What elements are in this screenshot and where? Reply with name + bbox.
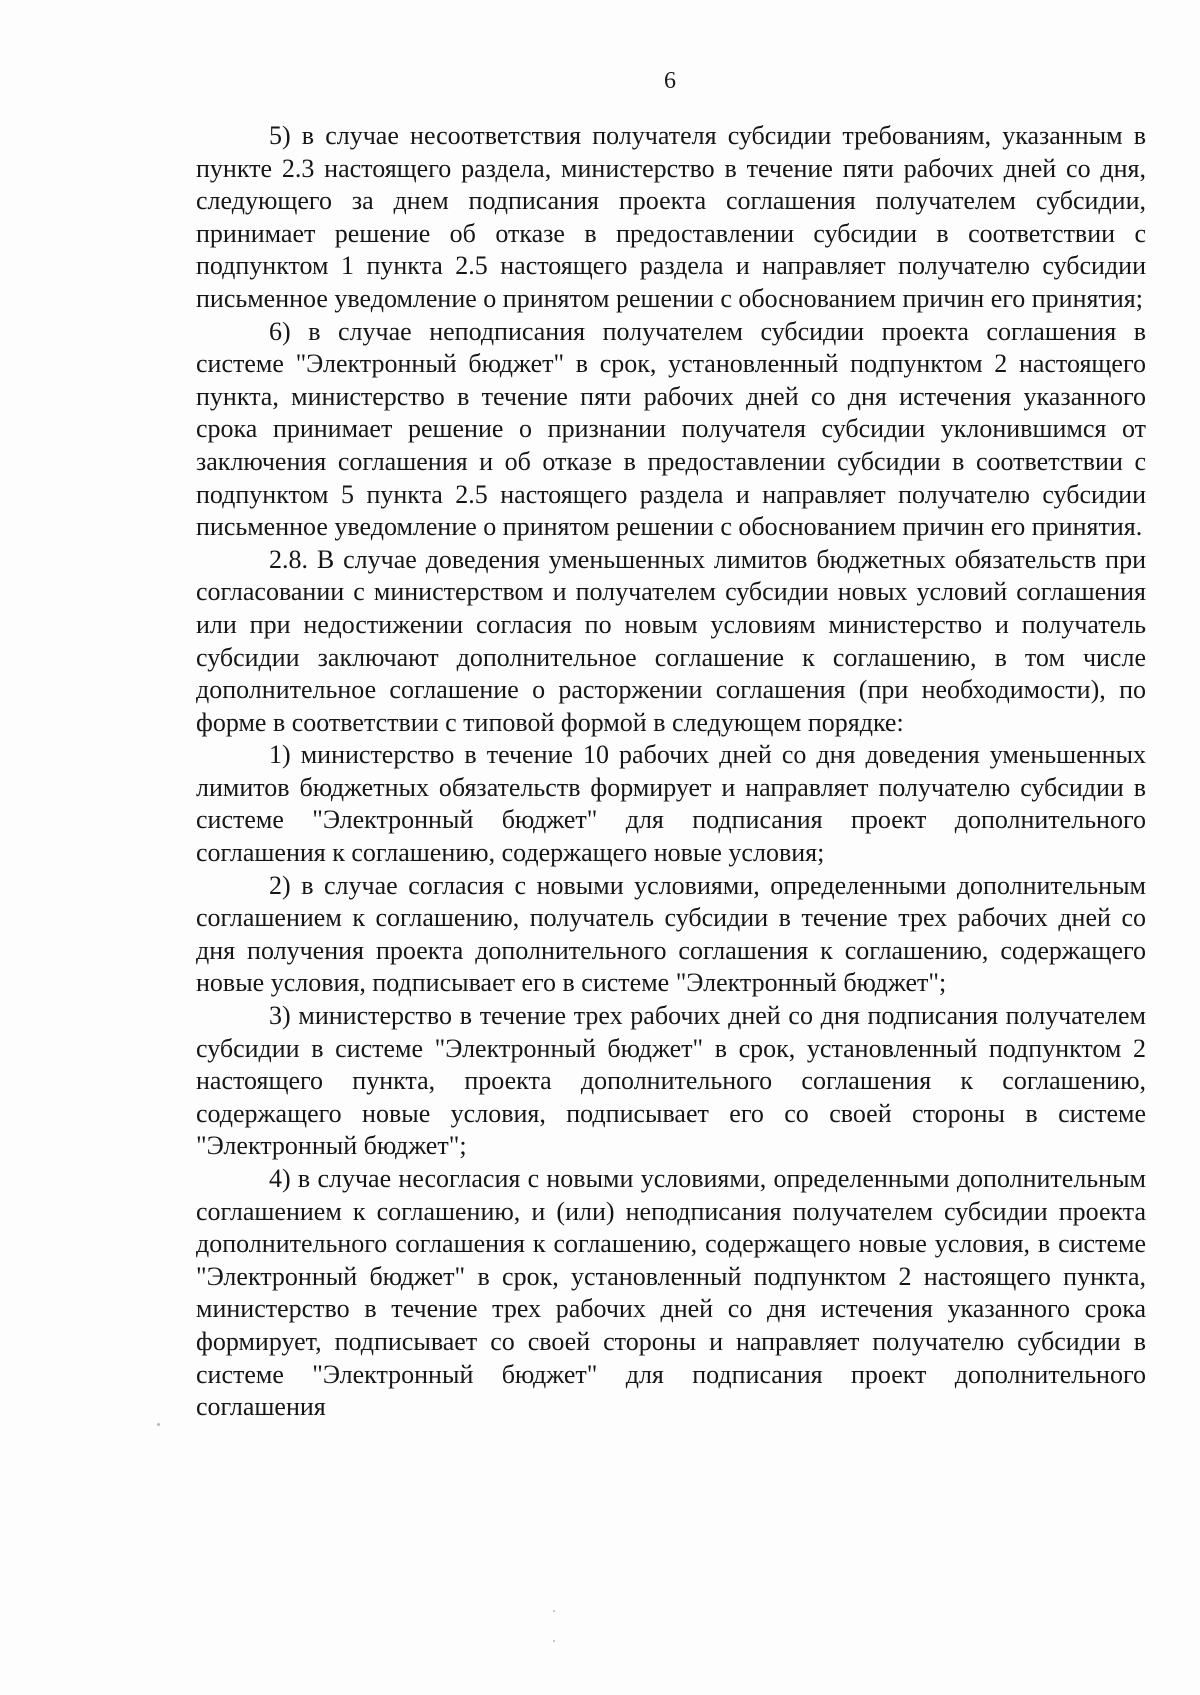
paragraph-item-6: 6) в случае неподписания получателем субсидии проекта соглашения в системе "Электронный бюджет" в срок, установленный подпунктом 2 настоящего пункта, министерство в течение пяти рабочих дней со дня истечения указанного срока принимает решение о признании получателя субсидии уклонившимся от заключения соглашения и об отказе в предоставлении субсидии в соответствии с подпунктом 5 пункта 2.5 настоящего раздела и направляет получателю субсидии письменное уведомление о принятом решении с обоснованием причин его принятия. [196, 316, 1146, 542]
paragraph-subitem-3: 3) министерство в течение трех рабочих дней со дня подписания получателем субсидии в системе "Электронный бюджет" в срок, установленный подпунктом 2 настоящего пункта, проекта дополнительного соглашения к соглашению, содержащего новые условия, подписывает его со своей стороны в системе "Электронный бюджет"; [196, 1001, 1146, 1161]
page-number: 6 [664, 68, 676, 94]
paragraph-subitem-4: 4) в случае несогласия с новыми условиями, определенными дополнительным соглашением к соглашению, и (или) неподписания получателем субсидии проекта дополнительного соглашения к соглашению, содержащего новые условия, в системе "Электронный бюджет" в срок, установленный подпунктом 2 настоящего пункта, министерство в течение трех рабочих дней со дня истечения указанного срока формирует, подписывает со своей стороны и направляет получателю субсидии в системе "Электронный бюджет" для подписания проект дополнительного соглашения [196, 1164, 1146, 1422]
scan-speck [553, 1610, 555, 1612]
paragraph-item-5: 5) в случае несоответствия получателя субсидии требованиям, указанным в пункте 2.3 настоящего раздела, министерство в течение пяти рабочих дней со дня, следующего за днем подписания проекта соглашения получателем субсидии, принимает решение об отказе в предоставлении субсидии в соответствии с подпунктом 1 пункта 2.5 настоящего раздела и направляет получателю субсидии письменное уведомление о принятом решении с обоснованием причин его принятия; [196, 121, 1146, 313]
paragraph-subitem-1: 1) министерство в течение 10 рабочих дней со дня доведения уменьшенных лимитов бюджетных обязательств формирует и направляет получателю субсидии в системе "Электронный бюджет" для подписания проект дополнительного соглашения к соглашению, содержащего новые условия; [196, 740, 1146, 868]
paragraph-subitem-2: 2) в случае согласия с новыми условиями, определенными дополнительным соглашением к соглашению, получатель субсидии в течение трех рабочих дней со дня получения проекта дополнительного соглашения к соглашению, содержащего новые условия, подписывает его в системе "Электронный бюджет"; [196, 870, 1146, 998]
scan-speck [157, 1423, 160, 1426]
document-body [196, 120, 1146, 1424]
scan-speck [553, 1640, 555, 1642]
paragraph-clause-2-8: 2.8. В случае доведения уменьшенных лимитов бюджетных обязательств при согласовании с министерством и получателем субсидии новых условий соглашения или при недостижении согласия по новым условиям министерство и получатель субсидии заключают дополнительное соглашение к соглашению, в том числе дополнительное соглашение о расторжении соглашения (при необходимости), по форме в соответствии с типовой формой в следующем порядке: [196, 544, 1146, 737]
